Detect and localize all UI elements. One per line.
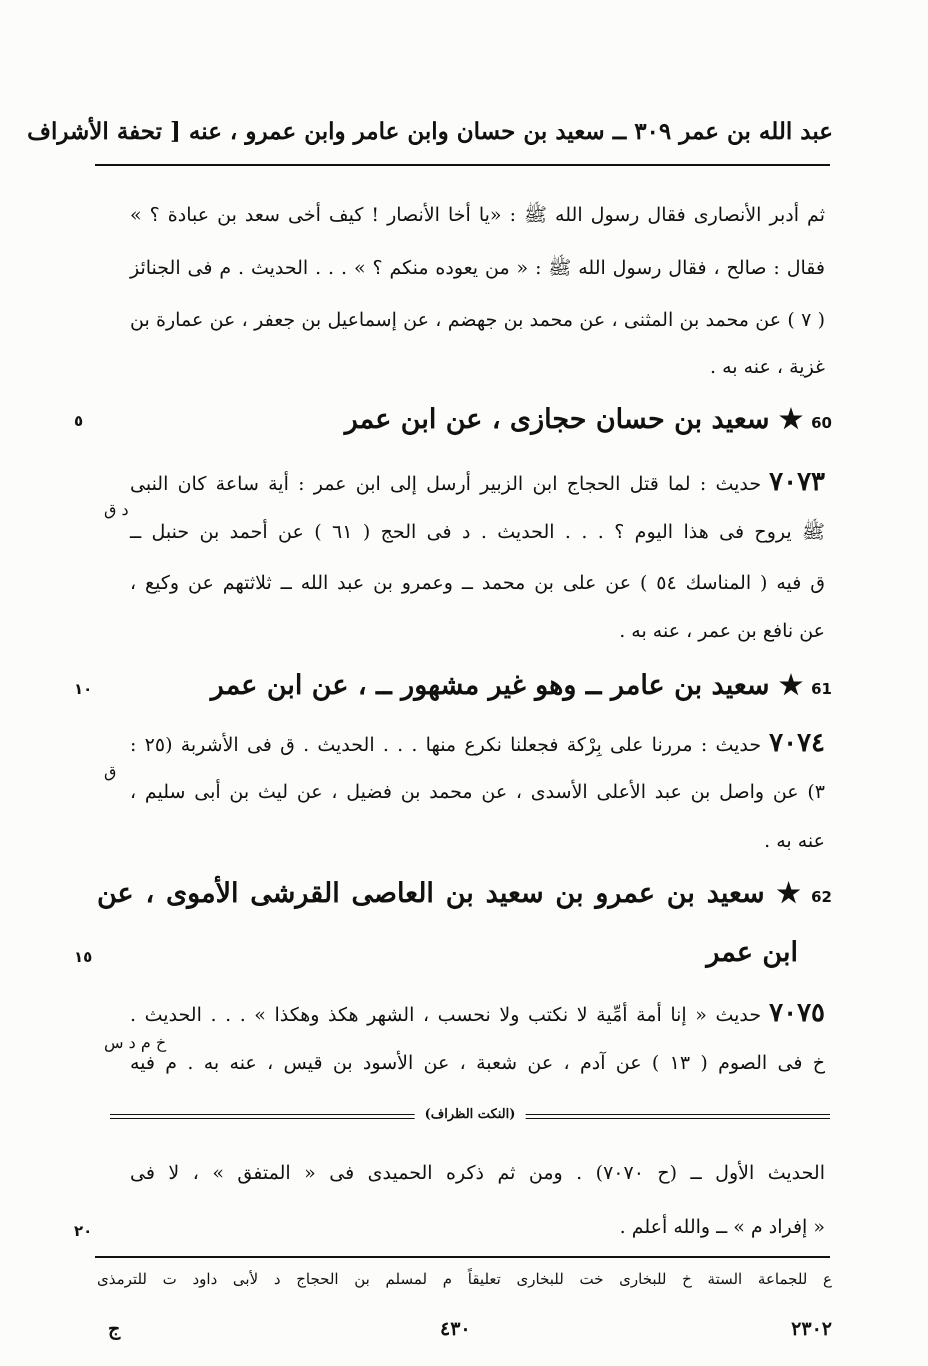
source-codes: ق xyxy=(104,762,117,781)
footer-rule xyxy=(95,1256,830,1258)
nukat-divider xyxy=(110,1105,830,1129)
hadith-line: ٣) عن واصل بن عبد الأعلى الأسدى ، عن محمد بن فضيل ، عن ليث بن أبى سليم ، xyxy=(130,781,825,803)
section-title: سعيد بن عامر ــ وهو غير مشهور ــ ، عن ابن عمر xyxy=(210,670,770,701)
page-letter-left: ج xyxy=(108,1318,121,1340)
hadith-number: ٧٠٧٤ xyxy=(769,728,825,758)
line-marker: ١٠ xyxy=(74,680,93,698)
intro-line: غزية ، عنه به . xyxy=(710,356,825,378)
intro-line: ( ٧ ) عن محمد بن المثنى ، عن محمد بن جهضم ، عن إسماعيل بن جعفر ، عن عمارة بن xyxy=(130,309,826,331)
hadith-line: عنه به . xyxy=(764,830,825,852)
hadith-line: ﷺ يروح فى هذا اليوم ؟ . . . الحديث . د فى الحج ( ٦١ ) عن أحمد بن حنبل ــ xyxy=(130,521,825,543)
running-header: عبد الله بن عمر ٣٠٩ ــ سعيد بن حسان وابن عامر وابن عمرو ، عنه [ تحفة الأشراف xyxy=(27,118,833,145)
section-title: سعيد بن عمرو بن سعيد بن العاصى القرشى الأموى ، عن xyxy=(97,878,765,909)
source-codes: خ م د س xyxy=(104,1033,167,1052)
section-heading xyxy=(97,878,832,909)
section-number: 60 xyxy=(811,414,832,432)
line-marker: ٥ xyxy=(74,412,84,430)
abbreviation-legend: ع للجماعة الستة خ للبخارى خت للبخارى تعليقاً م لمسلم بن الحجاج د لأبى داود ت للترمذى xyxy=(97,1270,832,1288)
section-heading xyxy=(345,404,832,435)
hadith-line: ٧٠٧٤حديث : مررنا على بِرْكة فجعلنا نكرع منها . . . الحديث . ق فى الأشربة (٢٥ : xyxy=(130,728,825,758)
intro-line: فقال : صالح ، فقال رسول الله ﷺ : « من يعوده منكم ؟ » . . . الحديث . م فى الجنائز xyxy=(130,257,825,279)
star-icon: ★ xyxy=(769,670,804,701)
section-number: 62 xyxy=(811,888,832,906)
section-number: 61 xyxy=(811,680,832,698)
nukat-line: « إفراد م » ــ والله أعلم . xyxy=(619,1216,825,1238)
hadith-line: ق فيه ( المناسك ٥٤ ) عن على بن محمد ــ وعمرو بن عبد الله ــ ثلاثتهم عن وكيع ، xyxy=(130,572,826,594)
hadith-line: خ فى الصوم ( ١٣ ) عن آدم ، عن شعبة ، عن الأسود بن قيس ، عنه به . م فيه xyxy=(130,1052,826,1074)
hadith-line: ٧٠٧٣حديث : لما قتل الحجاج ابن الزبير أرسل إلى ابن عمر : أية ساعة كان النبى xyxy=(130,467,825,497)
nukat-label: (النكت الظراف) xyxy=(415,1107,526,1122)
hadith-number: ٧٠٧٥ xyxy=(769,998,825,1028)
page-number-center: ٤٣٠ xyxy=(440,1318,471,1340)
section-heading xyxy=(211,670,832,701)
hadith-line: عن نافع بن عمر ، عنه به . xyxy=(619,620,825,642)
section-heading-cont: ابن عمر xyxy=(706,937,798,968)
source-codes: د ق xyxy=(104,500,129,519)
line-marker: ٢٠ xyxy=(74,1222,93,1240)
section-title: سعيد بن حسان حجازى ، عن ابن عمر xyxy=(344,404,770,435)
star-icon: ★ xyxy=(764,878,804,909)
star-icon: ★ xyxy=(769,404,804,435)
line-marker: ١٥ xyxy=(74,948,93,966)
intro-line: ثم أدبر الأنصارى فقال رسول الله ﷺ : «يا أخا الأنصار ! كيف أخى سعد بن عبادة ؟ » xyxy=(130,204,825,226)
nukat-line: الحديث الأول ــ (ح ٧٠٧٠) . ومن ثم ذكره الحميدى فى « المتفق » ، لا فى xyxy=(130,1162,825,1184)
header-rule xyxy=(95,164,830,166)
hadith-line: ٧٠٧٥حديث « إنا أمة أمِّية لا نكتب ولا نحسب ، الشهر هكذ وهكذا » . . . الحديث . xyxy=(130,998,825,1028)
hadith-number: ٧٠٧٣ xyxy=(769,467,825,497)
page-number-right: ٢٣٠٢ xyxy=(791,1318,832,1340)
